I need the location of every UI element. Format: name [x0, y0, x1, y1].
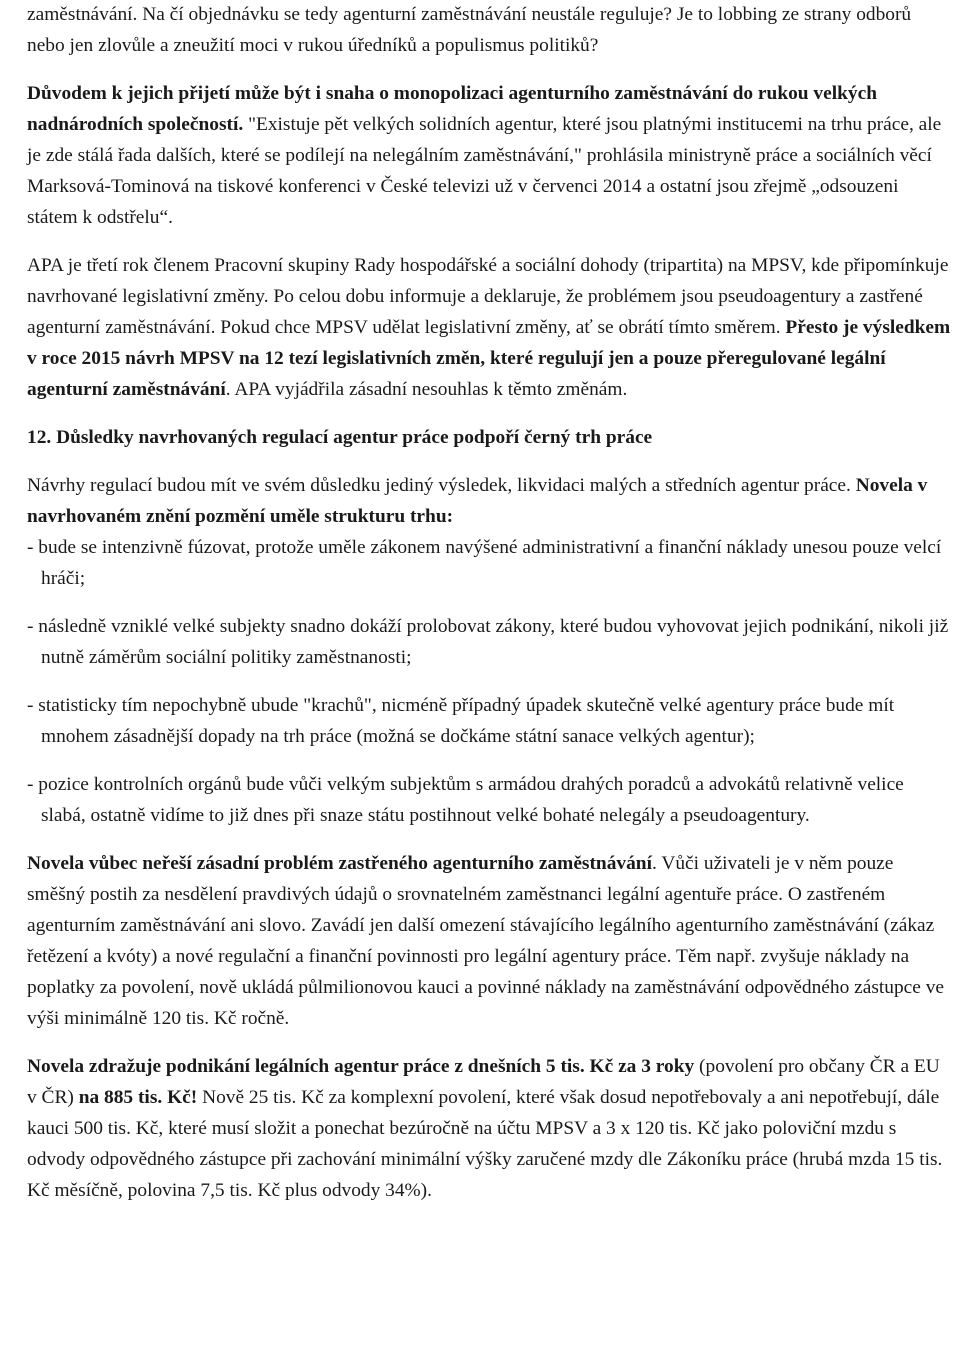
paragraph-apa-text: APA je třetí rok členem Pracovní skupiny Rady hospodářské a sociální dohody (tripartita) na MPSV, kde připomínkuje navrhované legislativní změny. Po celou dobu informuje a deklaruje, že problémem jsou pseudoagentury a zastřené agenturní zaměstnávání. Pokud chce MPSV udělat legislativní změny, ať se obrátí tímto směrem.	[27, 255, 949, 338]
paragraph-apa-bold: Přesto je výsledkem v roce 2015 návrh MPSV na 12 tezí legislativních změn, které regulují jen a pouze přeregulované legální agenturní zaměstnávání	[27, 317, 951, 400]
paragraph-novela-cost-bold-amount: na 885 tis. Kč!	[78, 1087, 198, 1108]
paragraph-novela-issue	[27, 848, 952, 1034]
paragraph-novela-cost	[27, 1051, 952, 1206]
list-item: - bude se intenzivně fúzovat, protože uměle zákonem navýšené administrativní a finanční náklady unesou pouze velcí hráči;	[27, 537, 942, 589]
paragraph-proposals-bold: Novela v navrhovaném znění pozmění uměle strukturu trhu:	[27, 475, 928, 527]
list-item: - následně vzniklé velké subjekty snadno dokáží prolobovat zákony, které budou vyhovovat jejich podnikání, nikoli již nutně záměrům sociální politiky zaměstnanosti;	[27, 616, 949, 668]
section-heading: 12. Důsledky navrhovaných regulací agentur práce podpoří černý trh práce	[27, 427, 653, 448]
paragraph-monopoly-text: "Existuje pět velkých solidních agentur, které jsou platnými institucemi na trhu práce, ale je zde stálá řada dalších, které se podílejí na nelegálním zaměstnávání," prohlásila ministryně práce a sociálních věcí Marksová-Tominová na tiskové konferenci v České televizi už v červenci 2014 a ostatní jsou zřejmě „odsouzeni státem k odstřelu“.	[27, 114, 942, 228]
paragraph-apa-text-end: . APA vyjádřila zásadní nesouhlas k těmto změnám.	[225, 379, 628, 400]
paragraph-apa	[27, 250, 952, 405]
list-item: - pozice kontrolních orgánů bude vůči velkým subjektům s armádou drahých poradců a advokátů relativně velice slabá, ostatně vidíme to již dnes při snaze státu postihnout velké bohaté nelegály a pseudoagentury.	[27, 774, 904, 826]
paragraph-intro-text: zaměstnávání. Na čí objednávku se tedy agenturní zaměstnávání neustále reguluje? Je to lobbing ze strany odborů nebo jen zlovůle a zneužití moci v rukou úředníků a populismus politiků?	[27, 4, 912, 56]
paragraph-proposals-text: Návrhy regulací budou mít ve svém důsledku jediný výsledek, likvidaci malých a středních agentur práce.	[27, 475, 856, 496]
paragraph-novela-cost-text-end: Nově 25 tis. Kč za komplexní povolení, které však dosud nepotřebovaly a ani nepotřebují, dále kauci 500 tis. Kč, které musí složit a ponechat bezúročně na účtu MPSV a 3 x 120 tis. Kč jako poloviční mzdu s odvody odpovědného zástupce při zachování minimální výšky zaručené mzdy dle Zákoníku práce (hrubá mzda 15 tis. Kč měsíčně, polovina 7,5 tis. Kč plus odvody 34%).	[27, 1087, 943, 1201]
paragraph-novela-cost-bold: Novela zdražuje podnikání legálních agentur práce z dnešních 5 tis. Kč za 3 roky	[27, 1056, 695, 1077]
document-page	[27, 0, 952, 1223]
paragraph-novela-cost-text: (povolení pro občany ČR a EU v ČR)	[27, 1056, 940, 1108]
paragraph-intro	[27, 0, 952, 61]
paragraph-proposals	[27, 470, 952, 532]
list-item: - statisticky tím nepochybně ubude "krachů", nicméně případný úpadek skutečně velké agentury práce bude mít mnohem zásadnější dopady na trh práce (možná se dočkáme státní sanace velkých agentur);	[27, 695, 895, 747]
paragraph-novela-issue-bold: Novela vůbec neřeší zásadní problém zastřeného agenturního zaměstnávání	[27, 853, 652, 874]
paragraph-novela-issue-text: . Vůči uživateli je v něm pouze směšný postih za nesdělení pravdivých údajů o srovnatelném zaměstnanci legální agentuře práce. O zastřeném agenturním zaměstnávání ani slovo. Zavádí jen další omezení stávajícího legálního agenturního zaměstnávání (zákaz řetězení a kvóty) a nové regulační a finanční povinnosti pro legální agentury práce. Těm např. zvyšuje náklady na poplatky za povolení, nově ukládá půlmilionovou kauci a povinné náklady na zaměstnávání odpovědného zástupce ve výši minimálně 120 tis. Kč ročně.	[27, 853, 945, 1029]
paragraph-monopoly	[27, 78, 952, 233]
paragraph-monopoly-bold: Důvodem k jejich přijetí může být i snaha o monopolizaci agenturního zaměstnávání do rukou velkých nadnárodních společností.	[27, 83, 877, 135]
